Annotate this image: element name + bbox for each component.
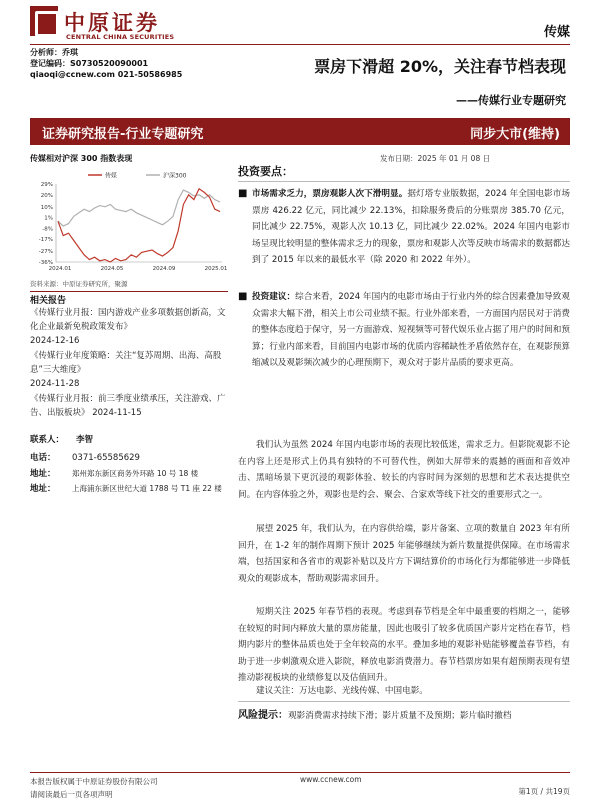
rating: 同步大市(维持) [470, 127, 560, 142]
contact-person-label: 联系人： [30, 435, 65, 445]
bullet-lead: 市场需求乏力，票房观影人次下滑明显。 [252, 189, 408, 199]
related-report-title: 《传媒行业月报：国内游戏产业多项数据创新高，文化企业最新免税政策发布》 [30, 308, 226, 332]
y-tick-label: -36% [38, 260, 53, 266]
key-points-divider [238, 181, 570, 182]
related-report-item[interactable] [30, 306, 228, 348]
bullet-investment-advice [238, 289, 570, 372]
risk-text: 观影消费需求持续下滑；影片质量不及预期；影片临时撤档 [288, 711, 512, 721]
related-reports-heading: 相关报告 [30, 296, 67, 306]
y-tick-label: 10% [40, 204, 53, 211]
performance-chart-svg [30, 168, 230, 276]
copyright-text: 本报告版权属于中原证券股份有限公司 [30, 777, 158, 786]
contact-person-name: 李智 [76, 435, 94, 445]
legend-label: 沪深300 [163, 172, 187, 180]
x-tick-label: 2025.01 [204, 266, 228, 272]
x-tick-label: 2024.01 [48, 266, 72, 272]
y-tick-label: -17% [38, 237, 53, 244]
left-divider [30, 291, 228, 292]
related-report-title: 《传媒行业月报：前三季度业绩承压，关注游戏、广告、出版板块》 [30, 394, 226, 418]
related-reports-list [30, 306, 228, 421]
legend-label: 传媒 [105, 172, 118, 180]
contact-address-value: 上海浦东新区世纪大道 1788 号 T1 座 22 楼 [72, 484, 222, 493]
related-report-title: 《传媒行业年度策略：关注“复苏周期、出海、高股息”三大维度》 [30, 351, 222, 375]
body-paragraph: 我们认为虽然 2024 年国内电影市场的表现比较低迷，需求乏力。但影院观影不论在内容上还是形式上仍具有独特的不可替代性，例如大屏带来的震撼的画面和音效冲击、黑暗场景下更沉浸的观影体验、较长的内容时间为深刻的思想和艺术表达提供空间。在内容体验之外，观影也是约会、聚会、合家欢等线下社交的重要形式之一。 [238, 440, 570, 500]
related-report-item[interactable] [30, 349, 228, 391]
company-name: 中原证券 [64, 10, 160, 35]
performance-chart [30, 168, 230, 276]
website-link[interactable]: www.ccnew.com [300, 775, 362, 784]
header-divider [30, 44, 570, 45]
y-tick-label: -27% [38, 249, 53, 256]
contact-person [30, 433, 228, 445]
related-report-date: 2024-11-28 [30, 379, 80, 389]
analyst-info [30, 47, 182, 80]
risk-warning [238, 708, 570, 724]
y-tick-label: -8% [42, 226, 53, 233]
reg-label: 登记编码： [30, 59, 70, 68]
chart-caption: 传媒相对沪深 300 指数表现 [30, 154, 133, 163]
chart-source: 资料来源：中原证券研究所，聚源 [30, 280, 128, 288]
y-tick-label: 20% [40, 192, 53, 199]
report-title: 票房下滑超 20%，关注春节档表现 [314, 57, 566, 76]
contact-address-2 [30, 482, 228, 494]
analyst-label: 分析师： [30, 48, 62, 57]
recommendation: 建议关注：万达电影、光线传媒、中国电影。 [256, 686, 428, 696]
company-name-en: CENTRAL CHINA SECURITIES [66, 33, 175, 41]
related-report-date: 2024-12-16 [30, 336, 80, 346]
bullet-market-demand [238, 186, 570, 269]
report-subtitle: ——传媒行业专题研究 [456, 94, 566, 107]
series-line-media [58, 189, 220, 262]
bullet-lead: 投资建议： [252, 292, 296, 302]
related-report-date: 2024-11-15 [92, 408, 142, 418]
contact-address-label: 地址： [30, 484, 56, 494]
x-tick-label: 2024.05 [100, 266, 124, 272]
footer-divider [30, 772, 570, 773]
page-number: 第1页 / 共19页 [518, 787, 570, 796]
contact-address-value: 郑州郑东新区商务外环路 10 号 18 楼 [72, 469, 199, 478]
body-paragraph: 短期关注 2025 年春节档的表现。考虑到春节档是全年中最重要的档期之一，能够在较短的时间内释放大量的票房能量，因此也吸引了较多优质国产影片定档在春节，档期内影片的整体品质也处于全年较高的水平。叠加多地的观影补贴能够覆盖春节档，有助于进一步刺激观众进入影院，释放电影消费潜力。春节档票房如果有超预期表现有望推动影视板块的业绩修复以及估值回升。 [238, 607, 570, 683]
y-tick-label: 29% [40, 182, 53, 188]
sector-tag: 传媒 [543, 25, 570, 40]
contact-phone [30, 451, 228, 463]
risk-label: 风险提示： [238, 710, 288, 721]
key-points-heading: 投资要点： [238, 165, 293, 178]
publish-date: 发布日期：2025 年 01 月 08 日 [380, 154, 491, 163]
bullet-text: 综合来看，2024 年国内的电影市场由于行业内外的综合因素叠加导致观众需求大幅下滑，相关上市公司业绩不振。行业外部来看，一方面国内居民对于消费的整体态度趋于保守，另一方面游戏、短视频等可替代娱乐业占据了用户的时间和预算；行业内部来看，目前国内电影市场的优质内容稀缺性矛盾依然存在，在观影预算缩减以及观影频次减少的心理预期下，观众对于影片品质的要求更高。 [252, 292, 570, 368]
footer-notice [30, 775, 158, 800]
reg-code: S0730520090001 [70, 59, 149, 68]
body-paragraph: 展望 2025 年，我们认为，在内容供给端，影片备案、立项的数量自 2023 年有所回升，在 1-2 年的制作周期下预计 2025 年能够继续为新片数量提供保障。在市场需求端，包括国家和各省市的观影补贴以及片方下调结算价的市场化行为都能够进一步降低观众的观影成本，帮助观影需求回升。 [238, 524, 570, 584]
bullet-icon: ■ [238, 291, 248, 302]
disclaimer-link[interactable]: 请阅读最后一页各项声明 [30, 790, 113, 799]
company-logo-icon [30, 6, 58, 36]
x-tick-label: 2024.09 [152, 266, 176, 272]
analyst-name: 乔琪 [62, 48, 78, 57]
contact-phone-label: 电话： [30, 453, 56, 463]
bullet-icon: ■ [238, 188, 248, 199]
analyst-contact: qiaoqi@ccnew.com 021-50586985 [30, 70, 183, 79]
risk-divider [238, 701, 570, 702]
related-report-item[interactable] [30, 392, 228, 420]
contact-address-1 [30, 467, 228, 479]
bullet-text: 据灯塔专业版数据，2024 年全国电影市场票房 426.22 亿元，同比减少 22.13%，扣除服务费后的分账票房 385.70 亿元，同比减少 22.75%，观影人次 10.13 亿，同比减少 22.02%。2024 年国内电影市场呈现比较明显的整体需求乏力的现象，票房和观影人次等反映市场需求的数据都达到了 2015 年以来的最低水平（除 2020 和 2022 年外）。 [252, 189, 570, 265]
contact-phone-value: 0371-65585629 [72, 453, 140, 463]
report-type: 证券研究报告-行业专题研究 [42, 127, 204, 142]
contact-address-label: 地址： [30, 469, 56, 479]
y-tick-label: 1% [44, 215, 53, 222]
